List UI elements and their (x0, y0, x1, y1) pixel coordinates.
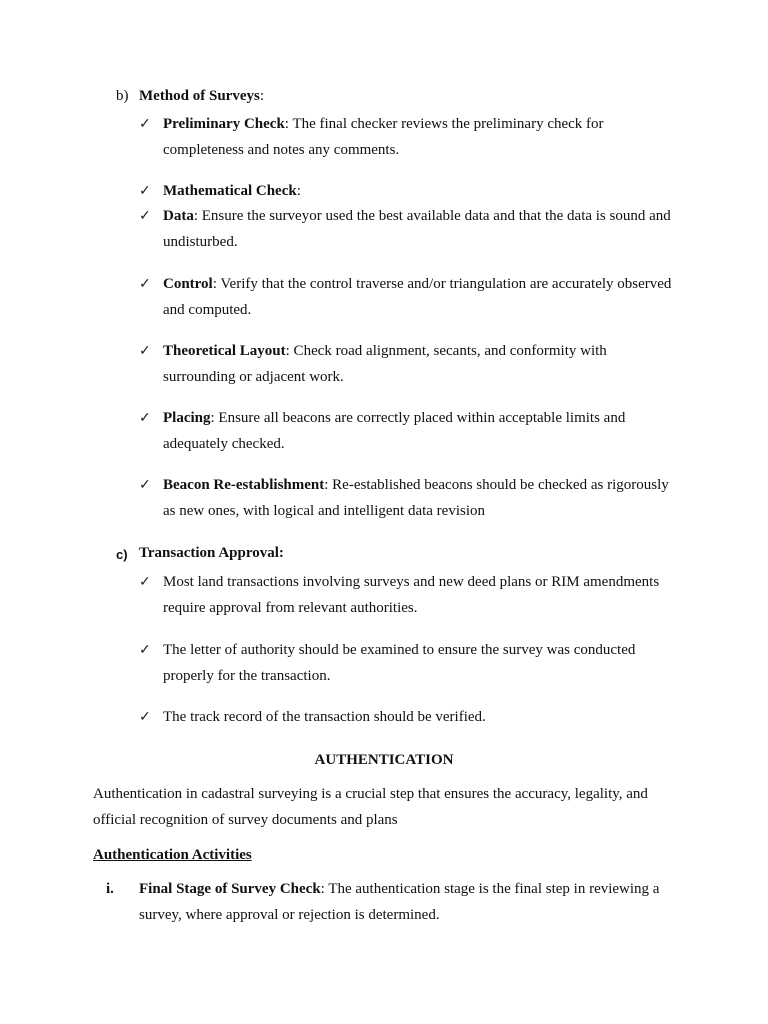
item-label: Data (163, 208, 194, 224)
list-item-transaction-1: Most land transactions involving surveys and new deed plans or RIM amendments require approval from relevant authorities. (163, 574, 660, 616)
item-label: Placing (163, 410, 211, 426)
list-item-placing (163, 406, 683, 457)
item-label: Beacon Re-establishment (163, 477, 325, 493)
checkmark-icon: ✓ (139, 117, 151, 132)
section-c-marker: c) (116, 547, 128, 562)
checkmark-icon: ✓ (139, 643, 151, 658)
section-b-marker: b) (116, 88, 129, 104)
checkmark-icon: ✓ (139, 184, 151, 199)
activity-label: Final Stage of Survey Check (139, 881, 321, 897)
checkmark-icon: ✓ (139, 344, 151, 359)
item-text: : The final checker reviews the preliminary check for completeness and notes any comments. (163, 116, 604, 158)
activity-numeral: i. (106, 881, 114, 897)
item-text: : Ensure all beacons are correctly placed within acceptable limits and adequately checked. (163, 410, 626, 452)
item-text: : Re-established beacons should be checked as rigorously as new ones, with logical and intelligent data revision (163, 477, 669, 519)
section-b-title: Method of Surveys (139, 88, 260, 104)
section-c-title: Transaction Approval: (139, 545, 284, 561)
list-item-transaction-2: The letter of authority should be examined to ensure the survey was conducted properly for the transaction. (163, 642, 636, 684)
item-label: Mathematical Check (163, 183, 297, 199)
item-text: : Verify that the control traverse and/or triangulation are accurately observed and computed. (163, 276, 672, 318)
item-text: : (296, 183, 301, 199)
list-item-mathematical-check (163, 179, 683, 205)
list-item-theoretical-layout (163, 339, 683, 390)
section-b-suffix: : (259, 88, 264, 104)
list-item-data (163, 204, 683, 255)
authentication-intro: Authentication in cadastral surveying is a crucial step that ensures the accuracy, legality, and official recognition of survey documents and plans (93, 786, 648, 828)
item-text: : Ensure the surveyor used the best available data and that the data is sound and undisturbed. (163, 208, 671, 250)
list-item-beacon-re-establishment (163, 473, 683, 524)
checkmark-icon: ✓ (139, 710, 151, 725)
checkmark-icon: ✓ (139, 209, 151, 224)
item-text: : Check road alignment, secants, and conformity with surrounding or adjacent work. (163, 343, 607, 385)
checkmark-icon: ✓ (139, 575, 151, 590)
list-item-control (163, 272, 683, 323)
checkmark-icon: ✓ (139, 411, 151, 426)
list-item-preliminary-check (163, 112, 683, 163)
authentication-activities-heading: Authentication Activities (93, 847, 252, 863)
list-item-transaction-3: The track record of the transaction should be verified. (163, 709, 486, 725)
item-label: Preliminary Check (163, 116, 285, 132)
item-label: Theoretical Layout (163, 343, 286, 359)
checkmark-icon: ✓ (139, 478, 151, 493)
section-b-heading (139, 88, 264, 105)
authentication-heading: AUTHENTICATION (314, 752, 454, 768)
activity-item-final-stage (139, 877, 684, 928)
activity-text: : The authentication stage is the final step in reviewing a survey, where approval or rejection is determined. (139, 881, 660, 923)
item-label: Control (163, 276, 213, 292)
checkmark-icon: ✓ (139, 277, 151, 292)
